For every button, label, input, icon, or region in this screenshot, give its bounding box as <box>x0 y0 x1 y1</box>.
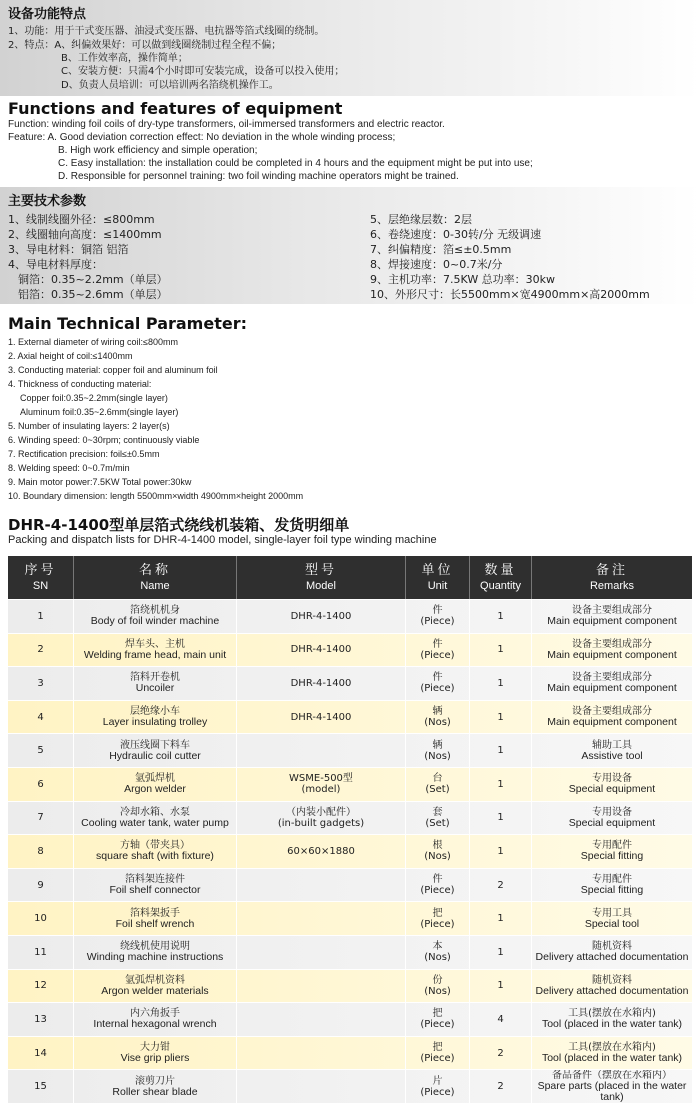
packing-list-subtitle: Packing and dispatch lists for DHR-4-1400 model, single-layer foil type winding machine <box>8 534 437 546</box>
cell-unit <box>406 802 470 835</box>
features-cn-line: D、负责人员培训：可以培训两名箔绕机操作工。 <box>61 80 279 91</box>
cell-remarks-text: 专用配件 <box>592 874 632 886</box>
header-name: 名称 Name <box>74 556 237 599</box>
cell-remarks-text: Special fitting <box>580 850 644 863</box>
cell-model <box>237 970 406 1003</box>
cell-unit-text: 把 <box>432 907 443 919</box>
cell-name-text: Cooling water tank, water pump <box>81 816 229 829</box>
cell-name <box>74 1003 237 1036</box>
params-cn-item: 1、线制线圈外径：≤800mm <box>8 213 155 226</box>
cell-unit-text: 把 <box>432 1042 443 1054</box>
cell-quantity-text: 1 <box>497 980 504 992</box>
cell-name-text: Foil shelf wrench <box>115 917 195 930</box>
cell-unit-text: 辆 <box>432 739 443 751</box>
cell-remarks-text: Delivery attached documentation <box>535 984 689 997</box>
cell-sn-text: 7 <box>37 812 44 824</box>
cell-name <box>74 634 237 667</box>
cell-sn-text: 14 <box>34 1047 47 1059</box>
cell-name-text: 层绝缘小车 <box>130 706 180 718</box>
cell-sn-text: 5 <box>37 745 44 757</box>
cell-remarks-text: Assistive tool <box>581 749 643 762</box>
cell-unit-text: 辆 <box>432 706 443 718</box>
table-row <box>8 970 692 1004</box>
cell-model <box>237 634 406 667</box>
cell-sn <box>8 936 74 969</box>
cell-name <box>74 835 237 868</box>
cell-name-text: square shaft (with fixture) <box>96 850 214 863</box>
cell-unit <box>406 768 470 801</box>
cell-sn-text: 10 <box>34 913 47 925</box>
cell-model <box>237 835 406 868</box>
cell-sn-text: 1 <box>37 610 44 622</box>
cell-unit-text: (Nos) <box>424 851 451 863</box>
cell-name <box>74 667 237 700</box>
cell-name-text: 滚剪刀片 <box>135 1075 175 1087</box>
cell-remarks <box>532 600 692 633</box>
cell-name-text: 氩弧焊机资料 <box>125 974 185 986</box>
cell-remarks-text: Main equipment component <box>547 648 677 661</box>
cell-name-text: 大力钳 <box>140 1042 170 1054</box>
cell-remarks-text: Main equipment component <box>547 682 677 695</box>
cell-name-text: Body of foil winder machine <box>90 615 220 628</box>
cell-quantity-text: 1 <box>497 610 504 622</box>
cell-sn <box>8 600 74 633</box>
header-quantity: 数量 Quantity <box>470 556 532 599</box>
params-cn-item: 2、线圈轴向高度：≤1400mm <box>8 228 162 241</box>
cell-name-text: Vise grip pliers <box>120 1052 190 1065</box>
cell-model-text: DHR-4-1400 <box>290 711 352 723</box>
cell-unit <box>406 835 470 868</box>
features-cn-line: 1、功能：用于干式变压器、油浸式变压器、电抗器等箔式线圈的绕制。 <box>8 26 325 37</box>
cell-quantity-text: 1 <box>497 812 504 824</box>
cell-sn <box>8 802 74 835</box>
cell-quantity-text: 1 <box>497 946 504 958</box>
header-sn: 序号 SN <box>8 556 74 599</box>
cell-remarks-text: Special equipment <box>568 816 656 829</box>
cell-name-text: 液压线圈下料车 <box>120 739 190 751</box>
table-row <box>8 734 692 768</box>
cell-model-text: DHR-4-1400 <box>290 677 352 689</box>
table-row <box>8 902 692 936</box>
cell-model-text: (model) <box>301 784 341 796</box>
cell-sn-text: 13 <box>34 1013 47 1025</box>
cell-name-text: 冷却水箱、水泵 <box>120 806 190 818</box>
cell-quantity-text: 1 <box>497 677 504 689</box>
cell-quantity <box>470 1037 532 1070</box>
cell-sn <box>8 1003 74 1036</box>
cell-sn <box>8 869 74 902</box>
cell-model <box>237 869 406 902</box>
packing-list-title: DHR-4-1400型单层箔式绕线机装箱、发货明细单 <box>8 516 350 534</box>
cell-sn-text: 12 <box>34 980 47 992</box>
cell-name <box>74 600 237 633</box>
cell-remarks-text: Main equipment component <box>547 716 677 729</box>
cell-remarks-text: 专用配件 <box>592 840 632 852</box>
cell-unit-text: 件 <box>432 672 443 684</box>
cell-unit-text: (Set) <box>425 817 450 829</box>
cell-name-text: Argon welder <box>124 783 186 796</box>
cell-remarks-text: Tool (placed in the water tank) <box>541 1018 683 1031</box>
cell-unit <box>406 1003 470 1036</box>
cell-name <box>74 902 237 935</box>
cell-model <box>237 1070 406 1103</box>
params-cn-item: 4、导电材料厚度： <box>8 258 103 271</box>
cell-unit-text: (Nos) <box>424 750 451 762</box>
features-en-line: Function: winding foil coils of dry-type transformers, oil-immersed transformers and electric reactor. <box>8 119 445 130</box>
cell-quantity <box>470 802 532 835</box>
table-row <box>8 701 692 735</box>
cell-name-text: Internal hexagonal wrench <box>93 1018 217 1031</box>
cell-name-text: 箔料架扳手 <box>130 907 180 919</box>
features-cn-line: C、安装方便：只需4个小时即可安装完成，设备可以投入使用； <box>61 66 345 77</box>
cell-quantity-text: 1 <box>497 778 504 790</box>
params-cn-section <box>0 187 700 304</box>
cell-unit-text: (Nos) <box>424 985 451 997</box>
cell-unit <box>406 936 470 969</box>
params-en-title: Main Technical Parameter: <box>8 314 247 333</box>
params-cn-item: 6、卷绕速度：0-30转/分 无级调速 <box>370 228 542 241</box>
cell-remarks <box>532 768 692 801</box>
cell-name-text: 方轴（带夹具） <box>120 840 190 852</box>
cell-name-text: 箔料开卷机 <box>130 672 180 684</box>
cell-remarks-text: Special fitting <box>580 884 644 897</box>
cell-remarks <box>532 902 692 935</box>
cell-quantity-text: 1 <box>497 711 504 723</box>
params-cn-item: 铜箔：0.35~2.2mm（单层） <box>18 273 168 286</box>
cell-remarks <box>532 802 692 835</box>
cell-sn <box>8 902 74 935</box>
cell-unit-text: 台 <box>432 773 443 785</box>
cell-model <box>237 768 406 801</box>
params-en-item: 5. Number of insulating layers: 2 layer(s) <box>8 421 170 431</box>
cell-name-text: Foil shelf connector <box>109 884 201 897</box>
cell-model <box>237 902 406 935</box>
cell-model <box>237 734 406 767</box>
cell-unit <box>406 1037 470 1070</box>
cell-quantity-text: 2 <box>497 1047 504 1059</box>
cell-name-text: Welding frame head, main unit <box>83 648 227 661</box>
cell-name <box>74 1037 237 1070</box>
cell-unit <box>406 600 470 633</box>
table-row <box>8 600 692 634</box>
cell-name-text: 焊车头、主机 <box>125 638 185 650</box>
cell-sn <box>8 970 74 1003</box>
params-cn-item: 3、导电材料：铜箔 铝箔 <box>8 243 129 256</box>
cell-unit-text: (Piece) <box>420 1053 455 1065</box>
cell-remarks-text: Spare parts (placed in the water tank) <box>537 1080 687 1103</box>
cell-sn <box>8 734 74 767</box>
table-row <box>8 1070 692 1104</box>
cell-unit-text: (Piece) <box>420 616 455 628</box>
cell-remarks-text: Tool (placed in the water tank) <box>541 1052 683 1065</box>
cell-quantity <box>470 701 532 734</box>
cell-model <box>237 667 406 700</box>
cell-remarks-text: 专用设备 <box>592 806 632 818</box>
features-en-line: D. Responsible for personnel training: two foil winding machine operators might be trained. <box>58 171 459 182</box>
features-en-line: C. Easy installation: the installation could be completed in 4 hours and the equipment might be put into use; <box>58 158 533 169</box>
features-cn-section <box>0 0 700 96</box>
cell-unit-text: 本 <box>432 941 443 953</box>
features-en-section <box>0 96 700 187</box>
cell-name-text: Winding machine instructions <box>86 951 224 964</box>
features-cn-title: 设备功能特点 <box>8 7 87 22</box>
features-cn-line: B、工作效率高，操作简单； <box>61 53 188 64</box>
cell-remarks <box>532 634 692 667</box>
header-unit: 单位 Unit <box>406 556 470 599</box>
cell-unit-text: 件 <box>432 605 443 617</box>
packing-table <box>8 556 692 1104</box>
cell-sn-text: 11 <box>34 946 47 958</box>
cell-model <box>237 936 406 969</box>
cell-remarks <box>532 701 692 734</box>
features-en-title: Functions and features of equipment <box>8 99 343 118</box>
cell-sn <box>8 768 74 801</box>
table-row <box>8 1037 692 1071</box>
cell-remarks-text: 工具(摆放在水箱内) <box>568 1008 656 1020</box>
cell-model <box>237 701 406 734</box>
cell-quantity <box>470 869 532 902</box>
cell-name <box>74 869 237 902</box>
cell-quantity <box>470 936 532 969</box>
cell-remarks <box>532 869 692 902</box>
cell-remarks-text: 工具(摆放在水箱内) <box>568 1042 656 1054</box>
cell-name <box>74 734 237 767</box>
cell-unit-text: 片 <box>432 1075 443 1087</box>
params-cn-item: 10、外形尺寸：长5500mm×宽4900mm×高2000mm <box>370 288 650 301</box>
cell-sn-text: 2 <box>37 644 44 656</box>
cell-name-text: 内六角扳手 <box>130 1008 180 1020</box>
cell-name <box>74 701 237 734</box>
table-row <box>8 667 692 701</box>
cell-remarks-text: 随机资料 <box>592 974 632 986</box>
cell-name <box>74 768 237 801</box>
cell-quantity <box>470 1070 532 1103</box>
cell-model-text: DHR-4-1400 <box>290 610 352 622</box>
table-header <box>8 556 692 600</box>
cell-unit-text: 套 <box>432 806 443 818</box>
cell-quantity <box>470 634 532 667</box>
params-cn-item: 9、主机功率：7.5KW 总功率：30kw <box>370 273 556 286</box>
cell-unit-text: (Piece) <box>420 918 455 930</box>
cell-quantity <box>470 902 532 935</box>
cell-remarks-text: 备品备件（摆放在水箱内） <box>552 1070 672 1082</box>
table-row <box>8 1003 692 1037</box>
cell-unit-text: (Nos) <box>424 717 451 729</box>
header-model: 型号 Model <box>237 556 406 599</box>
cell-unit <box>406 1070 470 1103</box>
cell-sn-text: 15 <box>34 1081 47 1093</box>
params-cn-item: 7、纠偏精度：箔≤±0.5mm <box>370 243 512 256</box>
cell-model-text: 60×60×1880 <box>287 845 355 857</box>
cell-unit-text: (Piece) <box>420 885 455 897</box>
table-row <box>8 869 692 903</box>
cell-sn-text: 9 <box>37 879 44 891</box>
cell-sn <box>8 667 74 700</box>
table-row <box>8 802 692 836</box>
cell-unit <box>406 667 470 700</box>
cell-name <box>74 936 237 969</box>
cell-model-text: (in-built gadgets) <box>277 817 365 829</box>
cell-unit-text: 件 <box>432 874 443 886</box>
cell-model <box>237 1037 406 1070</box>
features-cn-line: 2、特点：A、纠偏效果好：可以做到线圈绕制过程全程不偏； <box>8 40 282 51</box>
cell-sn-text: 8 <box>37 845 44 857</box>
cell-remarks-text: Main equipment component <box>547 615 677 628</box>
cell-quantity <box>470 970 532 1003</box>
cell-remarks-text: 辅助工具 <box>592 739 632 751</box>
cell-name-text: Roller shear blade <box>112 1085 198 1098</box>
table-body <box>8 600 692 1104</box>
cell-quantity-text: 1 <box>497 644 504 656</box>
cell-quantity-text: 1 <box>497 845 504 857</box>
cell-unit <box>406 634 470 667</box>
params-en-item: 6. Winding speed: 0~30rpm; continuously viable <box>8 435 200 445</box>
cell-unit-text: (Piece) <box>420 1019 455 1031</box>
cell-remarks-text: Special tool <box>584 917 640 930</box>
cell-remarks <box>532 936 692 969</box>
cell-sn-text: 3 <box>37 677 44 689</box>
features-en-line: B. High work efficiency and simple operation; <box>58 145 258 156</box>
params-en-item: 2. Axial height of coil:≤1400mm <box>8 351 133 361</box>
table-row <box>8 768 692 802</box>
cell-unit-text: (Piece) <box>420 649 455 661</box>
table-row <box>8 936 692 970</box>
params-en-section <box>0 304 700 512</box>
params-en-item: Copper foil:0.35~2.2mm(single layer) <box>20 393 168 403</box>
cell-remarks <box>532 734 692 767</box>
cell-model-text: （内装小配件） <box>286 806 356 818</box>
cell-unit-text: (Set) <box>425 784 450 796</box>
cell-quantity-text: 1 <box>497 913 504 925</box>
cell-unit-text: 份 <box>432 974 443 986</box>
cell-name-text: Layer insulating trolley <box>102 716 208 729</box>
cell-model <box>237 600 406 633</box>
cell-model <box>237 1003 406 1036</box>
cell-name-text: 绕线机使用说明 <box>120 941 190 953</box>
cell-name <box>74 802 237 835</box>
cell-remarks-text: 设备主要组成部分 <box>572 672 652 684</box>
cell-remarks <box>532 1070 692 1103</box>
cell-name-text: Hydraulic coil cutter <box>109 749 201 762</box>
cell-sn-text: 4 <box>37 711 44 723</box>
params-en-item: 9. Main motor power:7.5KW Total power:30kw <box>8 477 192 487</box>
cell-remarks-text: 随机资料 <box>592 941 632 953</box>
cell-model-text: WSME-500型 <box>289 773 353 785</box>
cell-remarks <box>532 970 692 1003</box>
params-en-item: Aluminum foil:0.35~2.6mm(single layer) <box>20 407 179 417</box>
cell-quantity-text: 1 <box>497 745 504 757</box>
params-en-item: 3. Conducting material: copper foil and aluminum foil <box>8 365 218 375</box>
cell-sn <box>8 701 74 734</box>
cell-unit-text: (Nos) <box>424 952 451 964</box>
cell-remarks-text: Delivery attached documentation <box>535 951 689 964</box>
cell-name <box>74 1070 237 1103</box>
cell-remarks-text: 专用工具 <box>592 907 632 919</box>
cell-unit <box>406 869 470 902</box>
params-en-item: 8. Welding speed: 0~0.7m/min <box>8 463 130 473</box>
cell-unit <box>406 902 470 935</box>
cell-quantity-text: 4 <box>497 1013 504 1025</box>
cell-quantity <box>470 734 532 767</box>
cell-quantity-text: 2 <box>497 879 504 891</box>
cell-remarks <box>532 1037 692 1070</box>
cell-quantity <box>470 1003 532 1036</box>
params-en-item: 7. Rectification precision: foil≤±0.5mm <box>8 449 160 459</box>
cell-remarks-text: 设备主要组成部分 <box>572 706 652 718</box>
cell-sn <box>8 1037 74 1070</box>
cell-quantity <box>470 835 532 868</box>
params-cn-item: 5、层绝缘层数：2层 <box>370 213 472 226</box>
cell-remarks <box>532 835 692 868</box>
cell-sn <box>8 634 74 667</box>
cell-remarks <box>532 667 692 700</box>
params-cn-title: 主要技术参数 <box>8 194 87 209</box>
table-row <box>8 634 692 668</box>
cell-name-text: 氩弧焊机 <box>135 773 175 785</box>
params-en-item: 10. Boundary dimension: length 5500mm×width 4900mm×height 2000mm <box>8 491 304 501</box>
cell-unit <box>406 970 470 1003</box>
cell-sn <box>8 835 74 868</box>
cell-remarks-text: 专用设备 <box>592 773 632 785</box>
cell-unit-text: 根 <box>432 840 443 852</box>
cell-quantity <box>470 600 532 633</box>
cell-unit <box>406 734 470 767</box>
cell-model-text: DHR-4-1400 <box>290 644 352 656</box>
features-en-line: Feature: A. Good deviation correction effect: No deviation in the whole winding process; <box>8 132 396 143</box>
cell-name-text: Uncoiler <box>135 682 175 695</box>
params-en-item: 4. Thickness of conducting material: <box>8 379 152 389</box>
cell-quantity <box>470 768 532 801</box>
cell-remarks-text: 设备主要组成部分 <box>572 638 652 650</box>
cell-name-text: 箔绕机机身 <box>130 605 180 617</box>
params-en-item: 1. External diameter of wiring coil:≤800mm <box>8 337 179 347</box>
cell-unit-text: (Piece) <box>420 1086 455 1098</box>
cell-quantity-text: 2 <box>497 1081 504 1093</box>
cell-sn <box>8 1070 74 1103</box>
cell-model <box>237 802 406 835</box>
cell-unit <box>406 701 470 734</box>
cell-remarks-text: 设备主要组成部分 <box>572 605 652 617</box>
cell-unit-text: (Piece) <box>420 683 455 695</box>
params-cn-item: 铝箔：0.35~2.6mm（单层） <box>18 288 168 301</box>
cell-unit-text: 把 <box>432 1008 443 1020</box>
cell-name-text: 箔料架连接件 <box>125 874 185 886</box>
cell-name <box>74 970 237 1003</box>
cell-sn-text: 6 <box>37 778 44 790</box>
table-row <box>8 835 692 869</box>
cell-remarks <box>532 1003 692 1036</box>
cell-unit-text: 件 <box>432 638 443 650</box>
cell-remarks-text: Special equipment <box>568 783 656 796</box>
params-cn-item: 8、焊接速度：0~0.7米/分 <box>370 258 503 271</box>
header-remarks: 备注 Remarks <box>589 562 634 592</box>
cell-name-text: Argon welder materials <box>101 984 209 997</box>
cell-quantity <box>470 667 532 700</box>
